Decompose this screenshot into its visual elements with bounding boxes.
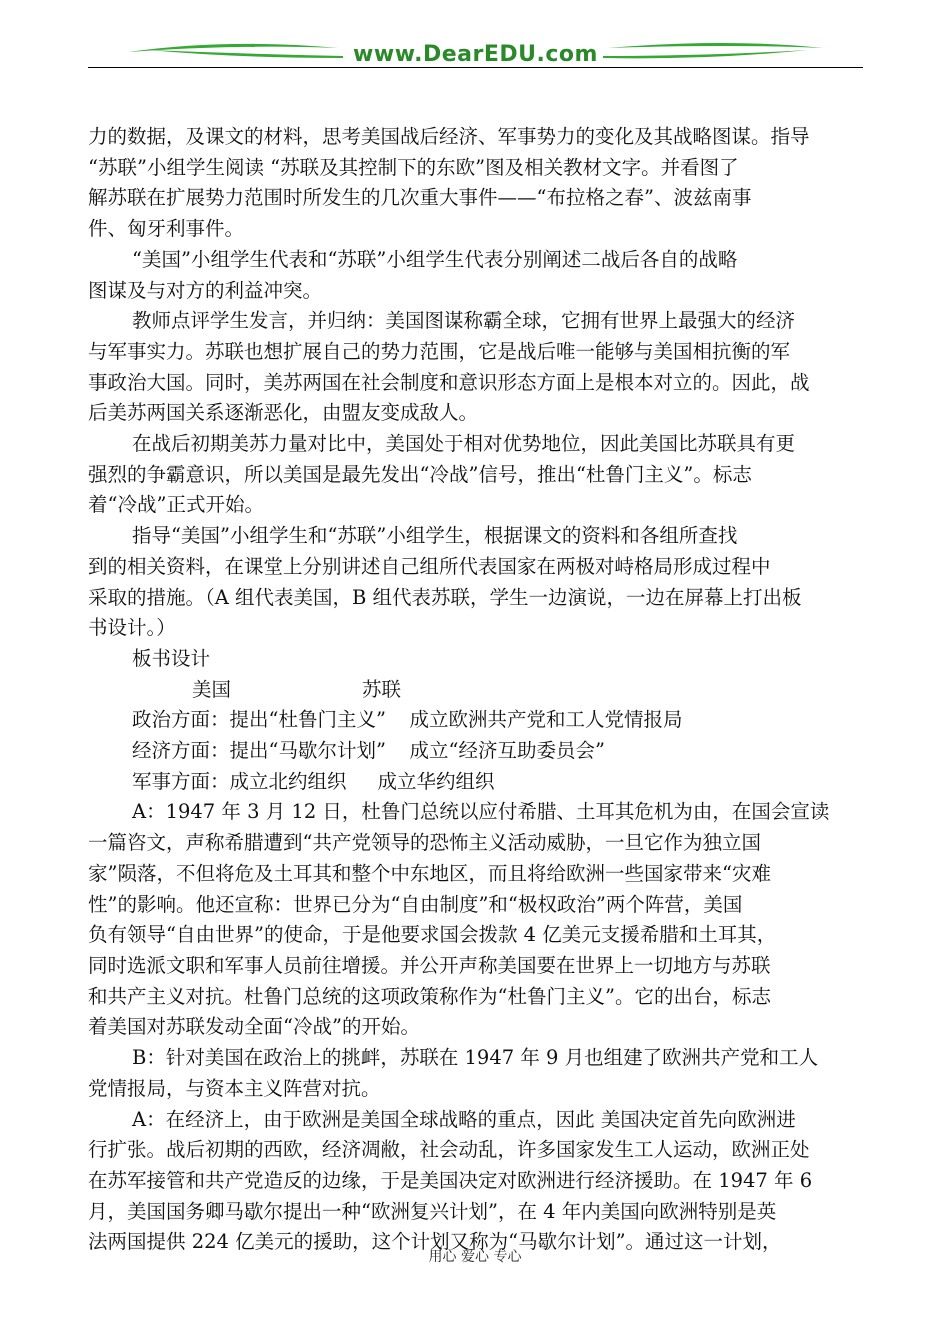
text-line: 一篇咨文，声称希腊遭到“共产党领导的恐怖主义活动威胁，一旦它作为独立国 — [88, 831, 761, 855]
text-line: 到的相关资料，在课堂上分别讲述自己组所代表国家在两极对峙格局形成过程中 — [88, 554, 771, 578]
page-header — [88, 30, 863, 70]
text-line: 法两国提供 224 亿美元的援助，这个计划又称为“马歇尔计划”。通过这一计划， — [88, 1230, 782, 1254]
text-line: 事政治大国。同时，美苏两国在社会制度和意识形态方面上是根本对立的。因此，战 — [88, 370, 810, 394]
board-col-ussr: 苏联 — [362, 677, 402, 701]
site-logo[interactable]: www.DearEDU.com — [353, 42, 598, 67]
page-footer: 用心 爱心 专心 — [428, 1249, 522, 1265]
board-row-us: 提出“杜鲁门主义” — [229, 708, 386, 732]
board-row-us: 成立北约组织 — [229, 769, 347, 793]
text-line: 教师点评学生发言，并归纳：美国图谋称霸全球，它拥有世界上最强大的经济 — [132, 309, 796, 333]
text-line: 同时选派文职和军事人员前往增援。并公开声称美国要在世界上一切地方与苏联 — [88, 953, 771, 977]
text-line: 图谋及与对方的利益冲突。 — [88, 278, 323, 302]
text-line: A：1947 年 3 月 12 日，杜鲁门总统以应付希腊、土耳其危机为由，在国会宣读 — [132, 800, 830, 824]
board-row-ussr: 成立华约组织 — [377, 769, 495, 793]
board-row-label: 政治方面： — [132, 708, 230, 732]
board-header-row — [88, 675, 863, 706]
text-line: 家”陨落，不但将危及土耳其和整个中东地区，而且将给欧洲一些国家带来“灾难 — [88, 861, 771, 885]
text-line: 后美苏两国关系逐渐恶化，由盟友变成敌人。 — [88, 401, 479, 425]
text-line: 强烈的争霸意识，所以美国是最先发出“冷战”信号，推出“杜鲁门主义”。标志 — [88, 462, 752, 486]
board-row — [88, 767, 863, 798]
paragraph — [88, 521, 863, 644]
board-col-us: 美国 — [192, 677, 232, 701]
text-line: A：在经济上，由于欧洲是美国全球战略的重点，因此 美国决定首先向欧洲进 — [132, 1107, 796, 1131]
text-line: 与军事实力。苏联也想扩展自己的势力范围，它是战后唯一能够与美国相抗衡的军 — [88, 339, 791, 363]
text-line: “苏联”小组学生阅读 “苏联及其控制下的东欧”图及相关教材文字。并看图了 — [88, 155, 739, 179]
text-line: 力的数据，及课文的材料，思考美国战后经济、军事势力的变化及其战略图谋。指导 — [88, 125, 810, 148]
text-line: 月，美国国务卿马歇尔提出一种“欧洲复兴计划”，在 4 年内美国向欧洲特别是英 — [88, 1199, 777, 1223]
board-row-label: 经济方面： — [132, 739, 230, 763]
paragraph — [88, 1105, 863, 1259]
document-body — [88, 122, 863, 1258]
board-title: 板书设计 — [132, 646, 211, 670]
text-line: B：针对美国在政治上的挑衅，苏联在 1947 年 9 月也组建了欧洲共产党和工人 — [132, 1046, 819, 1070]
text-line: 党情报局，与资本主义阵营对抗。 — [88, 1076, 381, 1100]
text-line: 和共产主义对抗。杜鲁门总统的这项政策称作为“杜鲁门主义”。它的出台，标志 — [88, 984, 771, 1008]
text-line: 采取的措施。（A 组代表美国，B 组代表苏联，学生一边演说，一边在屏幕上打出板 — [88, 585, 802, 609]
paragraph — [88, 1043, 863, 1104]
text-line: 行扩张。战后初期的西欧，经济凋敝，社会动乱，许多国家发生工人运动，欧洲正处 — [88, 1138, 810, 1162]
text-line: 指导“美国”小组学生和“苏联”小组学生，根据课文的资料和各组所查找 — [132, 524, 738, 548]
header-rule — [88, 67, 863, 68]
paragraph — [88, 429, 863, 521]
paragraph — [88, 245, 863, 306]
board-row — [88, 705, 863, 736]
text-line: 在苏军接管和共产党造反的边缘，于是美国决定对欧洲进行经济援助。在 1947 年 6 — [88, 1168, 813, 1192]
paragraph — [88, 797, 863, 1043]
board-row-ussr: 成立欧洲共产党和工人党情报局 — [409, 708, 683, 732]
text-line: 负有领导“自由世界”的使命，于是他要求国会拨款 4 亿美元支援希腊和土耳其， — [88, 923, 777, 947]
paragraph — [88, 122, 863, 245]
board-design — [88, 644, 863, 798]
text-line: 在战后初期美苏力量对比中，美国处于相对优势地位，因此美国比苏联具有更 — [132, 432, 796, 456]
board-row-ussr: 成立“经济互助委员会” — [409, 739, 605, 763]
text-line: 性”的影响。他还宣称：世界已分为“自由制度”和“极权政治”两个阵营，美国 — [88, 892, 743, 916]
board-row-us: 提出“马歇尔计划” — [229, 739, 386, 763]
board-row-label: 军事方面： — [132, 769, 230, 793]
text-line: 解苏联在扩展势力范围时所发生的几次重大事件——“布拉格之春”、波兹南事 — [88, 186, 752, 210]
text-line: 书设计。） — [88, 616, 176, 640]
text-line: 件、匈牙利事件。 — [88, 217, 245, 241]
text-line: 着“冷战”正式开始。 — [88, 493, 264, 517]
text-line: “美国”小组学生代表和“苏联”小组学生代表分别阐述二战后各自的战略 — [132, 247, 738, 271]
text-line: 着美国对苏联发动全面“冷战”的开始。 — [88, 1015, 420, 1039]
paragraph — [88, 306, 863, 429]
board-row — [88, 736, 863, 767]
